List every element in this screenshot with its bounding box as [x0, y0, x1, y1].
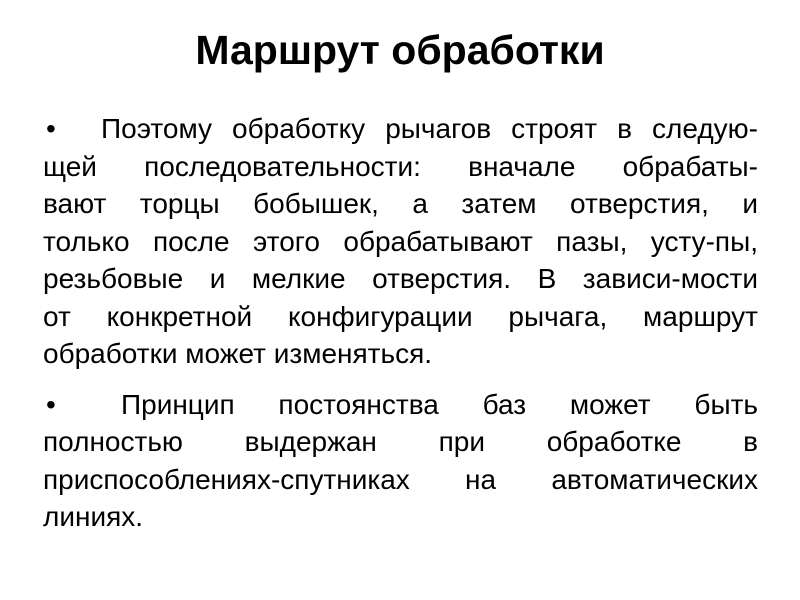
text-line: линиях.	[43, 501, 144, 532]
text-line: Поэтому обработку рычагов строят в следую-	[101, 113, 758, 144]
text-line: резьбовые и мелкие отверстия. В зависи-мости	[43, 263, 758, 294]
bullet-icon: •	[46, 388, 56, 420]
bullet-paragraph-2	[43, 386, 758, 536]
text-line: щей последовательности: вначале обрабаты-	[43, 150, 758, 182]
text-line: вают торцы бобышек, а затем отверстия, и	[43, 188, 758, 219]
text-line: приспособлениях-спутниках на автоматических	[43, 463, 758, 495]
text-line: Принцип постоянства баз может быть	[121, 388, 758, 420]
text-line: обработки может изменяться.	[43, 338, 433, 369]
text-line: от конкретной конфигурации рычага, маршрут	[43, 300, 758, 332]
text-line: полностью выдержан при обработке в	[43, 426, 758, 457]
text-line: только после этого обрабатывают пазы, усту-пы,	[43, 225, 758, 257]
bullet-icon: •	[46, 113, 56, 144]
bullet-paragraph-1	[43, 110, 758, 373]
slide-title: Маршрут обработки	[195, 27, 605, 73]
slide-body	[43, 110, 758, 536]
